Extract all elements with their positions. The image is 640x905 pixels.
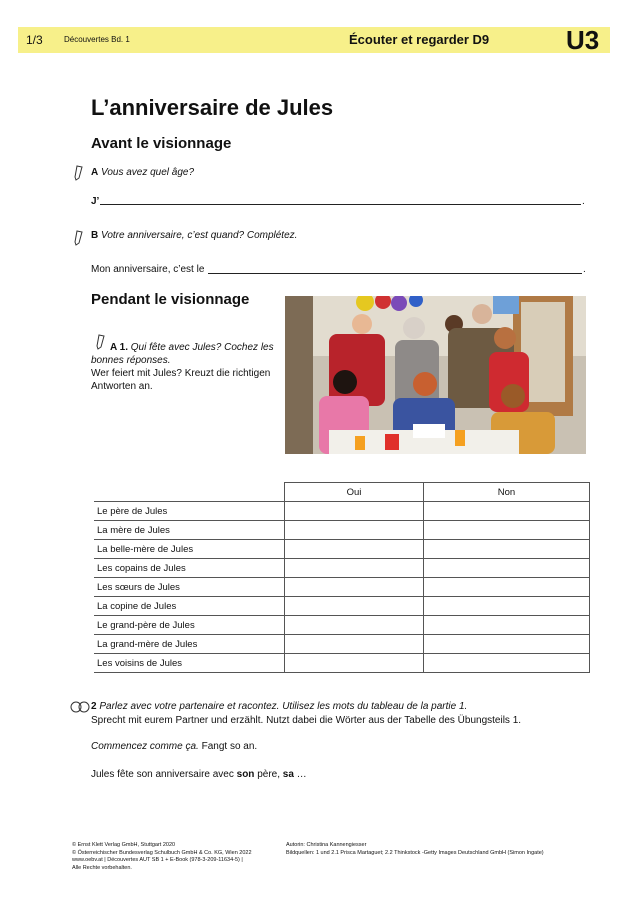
- table-row: [94, 616, 590, 635]
- book-title: Découvertes Bd. 1: [64, 35, 130, 44]
- checkbox-cell-oui[interactable]: [285, 578, 424, 597]
- footer-line: Alle Rechte vorbehalten.: [72, 864, 132, 871]
- pencil-icon: [73, 165, 85, 181]
- checkbox-cell-oui[interactable]: [285, 654, 424, 673]
- table-row: [94, 654, 590, 673]
- table-row: [94, 521, 590, 540]
- checkbox-cell-oui[interactable]: [285, 521, 424, 540]
- question-a1-de-line1: Wer feiert mit Jules? Kreuzt die richtigen: [91, 368, 271, 379]
- question-b: [91, 230, 297, 241]
- table-row-label: Le père de Jules: [94, 502, 285, 521]
- checkbox-cell-oui[interactable]: [285, 559, 424, 578]
- birthday-party-photo: [285, 296, 586, 454]
- question-a1-label: A 1.: [110, 342, 128, 353]
- table-row: [94, 559, 590, 578]
- question-a1-de-line2: Antworten an.: [91, 381, 153, 392]
- pencil-icon: [73, 230, 85, 246]
- checkbox-cell-non[interactable]: [424, 635, 590, 654]
- question-b-label: B: [91, 230, 99, 241]
- footer-author: Autorin: Christina Kannengiesser: [286, 842, 367, 848]
- answer-a-line[interactable]: [100, 204, 581, 205]
- unit-label: U3: [566, 25, 600, 55]
- footer-image-credits: Bildquellen: 1 und 2.1 Prisca Martaguet; 2.2 Thinkstock -Getty Images Deutschland GmbH (Simon Ingate): [286, 849, 544, 856]
- question-a-text: Vous avez quel âge?: [101, 167, 195, 178]
- answer-a-dot: .: [582, 196, 585, 207]
- checkbox-cell-non[interactable]: [424, 616, 590, 635]
- table-row: [94, 502, 590, 521]
- attendance-table: [94, 482, 590, 673]
- task2-instruction-de: Sprecht mit eurem Partner und erzählt. Nutzt dabei die Wörter aus der Tabelle des Übungsteils 1.: [91, 715, 522, 726]
- table-row-label: La belle-mère de Jules: [94, 540, 285, 559]
- table-header-non: Non: [424, 483, 590, 502]
- answer-b-dot: .: [583, 264, 586, 275]
- task2-commencez: [91, 741, 257, 752]
- page-number: 1/3: [26, 33, 43, 47]
- checkbox-cell-oui[interactable]: [285, 502, 424, 521]
- checkbox-cell-non[interactable]: [424, 559, 590, 578]
- table-row: [94, 597, 590, 616]
- question-a1-line2: bonnes réponses.: [91, 355, 171, 366]
- table-row-label: Les copains de Jules: [94, 559, 285, 578]
- section-title: Écouter et regarder D9: [349, 32, 490, 47]
- table-row-label: La copine de Jules: [94, 597, 285, 616]
- checkbox-cell-non[interactable]: [424, 654, 590, 673]
- pair-talk-icon: [70, 700, 90, 714]
- question-a-label: A: [91, 167, 99, 178]
- task2-example-bold: son: [236, 769, 255, 780]
- checkbox-cell-non[interactable]: [424, 597, 590, 616]
- table-corner: [94, 483, 285, 502]
- footer-line: © Ernst Klett Verlag GmbH, Stuttgart 2020: [72, 842, 176, 848]
- table-row-label: Les voisins de Jules: [94, 654, 285, 673]
- footer-line: www.oebv.at | Découvertes AUT SB 1 + E-Book (978-3-209-11634-5) |: [72, 857, 243, 863]
- checkbox-cell-non[interactable]: [424, 540, 590, 559]
- table-row-label: Les sœurs de Jules: [94, 578, 285, 597]
- header-bar: [18, 27, 610, 53]
- footer-credits: [286, 842, 544, 857]
- checkbox-cell-oui[interactable]: [285, 635, 424, 654]
- table-row-label: La mère de Jules: [94, 521, 285, 540]
- task2-commencez-de: Fangt so an.: [201, 741, 258, 752]
- table-row: [94, 635, 590, 654]
- checkbox-cell-oui[interactable]: [285, 597, 424, 616]
- checkbox-cell-non[interactable]: [424, 521, 590, 540]
- table-row: [94, 540, 590, 559]
- page-title: L’anniversaire de Jules: [91, 95, 334, 120]
- task2-example-part: Jules fête son anniversaire avec: [91, 769, 237, 780]
- checkbox-cell-non[interactable]: [424, 578, 590, 597]
- question-a1: [91, 341, 274, 393]
- task2-example-bold: sa: [282, 769, 294, 780]
- question-b-text: Votre anniversaire, c’est quand? Complétez.: [101, 230, 298, 241]
- checkbox-cell-non[interactable]: [424, 502, 590, 521]
- task2-instruction-fr: [91, 701, 467, 712]
- footer-line: © Österreichischer Bundesverlag Schulbuch GmbH & Co. KG, Wien 2022: [72, 849, 252, 856]
- table-row-label: La grand-mère de Jules: [94, 635, 285, 654]
- question-a: [91, 167, 194, 178]
- table-header-oui: Oui: [285, 483, 424, 502]
- task2-commencez-fr: Commencez comme ça.: [91, 741, 199, 752]
- table-row: [94, 578, 590, 597]
- answer-a-start: J’: [91, 196, 100, 207]
- answer-b-line[interactable]: [208, 273, 582, 274]
- task2-label: 2: [91, 701, 97, 712]
- table-row-label: Le grand-père de Jules: [94, 616, 285, 635]
- task2-instruction-fr-text: Parlez avec votre partenaire et racontez. Utilisez les mots du tableau de la partie 1.: [99, 701, 468, 712]
- checkbox-cell-oui[interactable]: [285, 616, 424, 635]
- task2-example-part: …: [293, 769, 307, 780]
- answer-b-start: Mon anniversaire, c’est le: [91, 264, 205, 275]
- question-a1-line1: Qui fête avec Jules? Cochez les: [130, 342, 274, 353]
- heading-avant: Avant le visionnage: [91, 135, 232, 152]
- footer-copyright: [72, 842, 252, 872]
- heading-pendant: Pendant le visionnage: [91, 291, 250, 308]
- checkbox-cell-oui[interactable]: [285, 540, 424, 559]
- task2-example: [91, 769, 307, 780]
- task2-example-part: père,: [254, 769, 283, 780]
